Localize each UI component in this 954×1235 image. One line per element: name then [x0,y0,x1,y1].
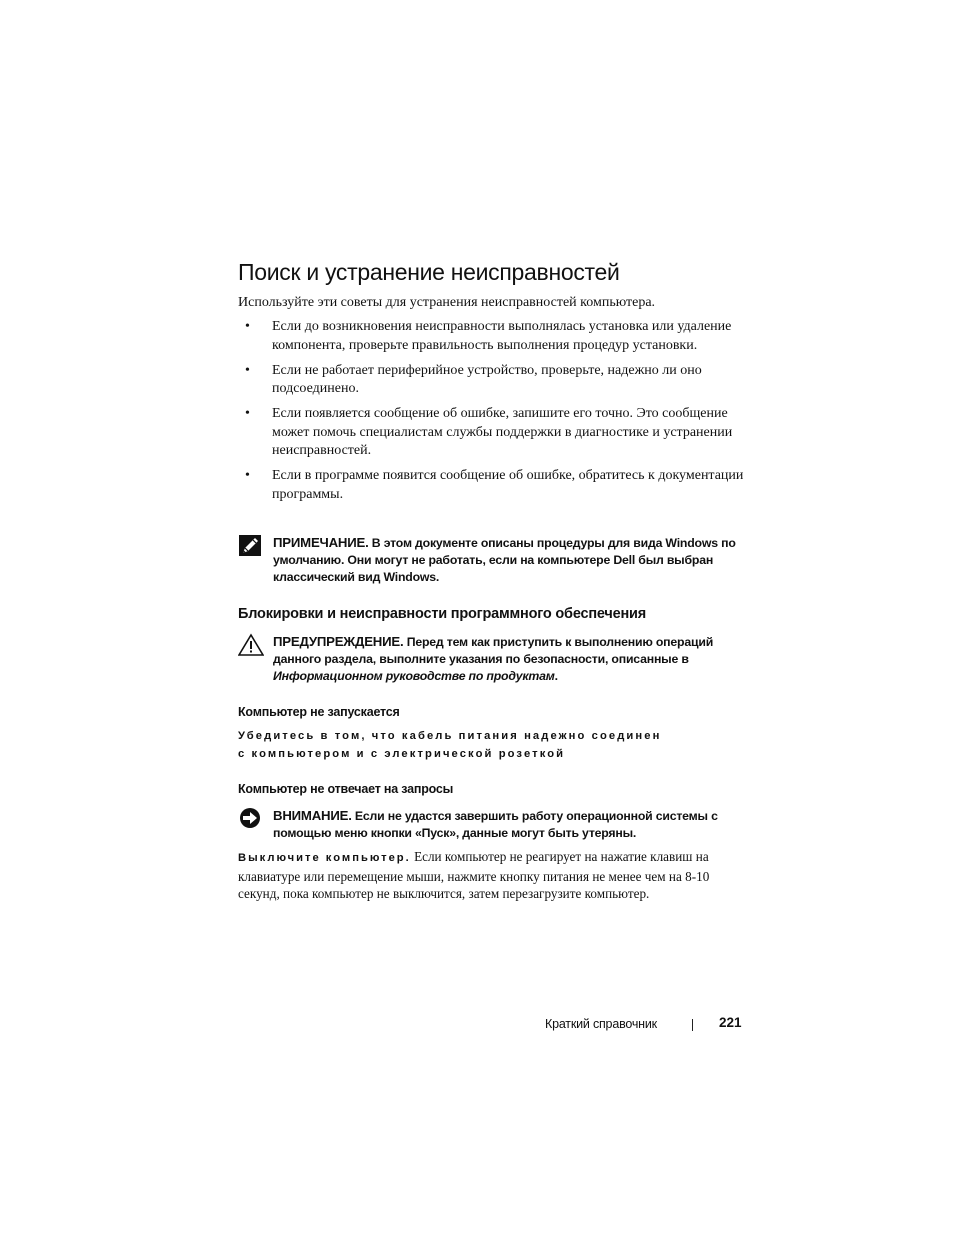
list-item [238,467,748,504]
page-title: Поиск и устранение неисправностей [238,259,620,285]
bullet-mark: • [245,468,250,483]
list-item-text: Если до возникновения неисправности выполнялась установка или удаление компонента, проверьте правильность выполнения процедур установки. [272,319,732,353]
caution-text [273,807,738,842]
page-number: 221 [719,1015,742,1030]
bullet-mark: • [245,406,250,421]
bullet-mark: • [245,362,250,378]
caution-label: ВНИМАНИЕ. [273,808,352,823]
no-start-line-2: с компьютером и с электрической розеткой [238,747,566,760]
list-item [238,405,748,461]
caution-arrow-icon [238,807,264,831]
shutdown-text: Если компьютер не реагирует на нажатие клавиш на клавиатуре или перемещение мыши, нажмите кнопку питания не менее чем на 8-10 секунд, пока компьютер не выключится, затем перезагрузите компьютер. [238,849,710,901]
warning-body: Перед тем как приступить к выполнению операций данного раздела, выполните указания по безопасности, описанные в [273,635,714,666]
caution-body: Если не удастся завершить работу операционной системы с помощью меню кнопки «Пуск», данные могут быть утеряны. [273,809,718,840]
caution-callout [238,807,738,842]
warning-callout [238,633,738,685]
list-item [238,362,748,399]
note-callout [238,534,738,586]
shutdown-paragraph [238,848,738,903]
heading-no-start: Компьютер не запускается [238,705,400,719]
heading-no-response: Компьютер не отвечает на запросы [238,782,454,796]
note-pencil-icon [238,534,264,558]
warning-italic-title: Информационном руководстве по продуктам [273,669,555,683]
list-item [238,318,748,355]
footer-separator [692,1019,693,1031]
bullet-mark: • [245,319,250,334]
warning-triangle-icon [238,633,264,657]
tips-list [238,318,748,511]
shutdown-label: Выключите компьютер. [238,852,411,864]
no-start-line-1: Убедитесь в том, что кабель питания надежно соединен [238,730,662,742]
footer-section-title: Краткий справочник [545,1017,657,1031]
warning-end: . [554,669,558,683]
note-label: ПРИМЕЧАНИЕ. [273,535,369,550]
warning-label: ПРЕДУПРЕЖДЕНИЕ. [273,634,404,649]
no-start-instruction [238,728,718,763]
list-item-text: Если не работает периферийное устройство, проверьте, надежно ли оно подсоединено. [272,362,702,396]
note-text [273,534,738,586]
note-body: В этом документе описаны процедуры для вида Windows по умолчанию. Они могут не работать, если на компьютере Dell был выбран классический вид Windows. [273,536,736,584]
list-item-text: Если в программе появится сообщение об ошибке, обратитесь к документации программы. [272,468,744,502]
section-heading: Блокировки и неисправности программного обеспечения [238,606,647,622]
intro-paragraph: Используйте эти советы для устранения неисправностей компьютера. [238,295,656,310]
list-item-text: Если появляется сообщение об ошибке, запишите его точно. Это сообщение может помочь специалистам службы поддержки в диагностике и устранении неисправностей. [272,406,733,458]
warning-text [273,633,738,685]
